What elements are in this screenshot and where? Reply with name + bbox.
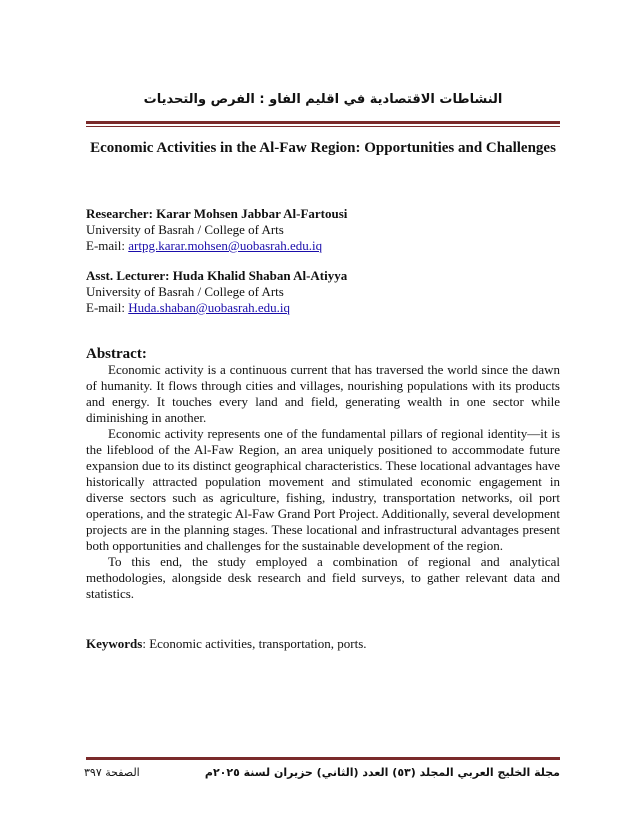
author-affiliation: University of Basrah / College of Arts xyxy=(86,222,284,237)
footer-rule xyxy=(86,757,560,760)
header-rule-thick xyxy=(86,121,560,124)
keywords-label: Keywords xyxy=(86,636,143,651)
author-email-link[interactable]: Huda.shaban@uobasrah.edu.iq xyxy=(128,300,291,315)
abstract-paragraph: Economic activity is a continuous current that has traversed the world since the dawn of humanity. It flows through cities and villages, nourishing populations with its products and energy. It touches every land and field, generating wealth in one sector while diminishing in another. xyxy=(86,362,560,425)
keywords-text: : Economic activities, transportation, ports. xyxy=(142,636,367,651)
author-email-line xyxy=(86,238,560,254)
keywords-line xyxy=(86,636,560,652)
author-block-2 xyxy=(86,268,560,316)
paper-title: Economic Activities in the Al-Faw Region: Opportunities and Challenges xyxy=(90,140,556,156)
abstract-body xyxy=(86,362,560,602)
author-block-1 xyxy=(86,206,560,254)
email-label: E-mail: xyxy=(86,238,129,253)
author-email-link[interactable]: artpg.karar.mohsen@uobasrah.edu.iq xyxy=(128,238,323,253)
author-name: Asst. Lecturer: Huda Khalid Shaban Al-Atiyya xyxy=(86,268,348,283)
header-rule-thin xyxy=(86,126,560,127)
author-name: Researcher: Karar Mohsen Jabbar Al-Fartousi xyxy=(86,206,348,221)
author-affiliation: University of Basrah / College of Arts xyxy=(86,284,284,299)
author-email-line xyxy=(86,300,560,316)
running-header-arabic: النشاطات الاقتصادية في اقليم الفاو : الفرص والتحديات xyxy=(143,92,503,107)
abstract-heading: Abstract: xyxy=(86,346,147,362)
abstract-paragraph: Economic activity represents one of the fundamental pillars of regional identity—it is the lifeblood of the Al-Faw Region, an area uniquely positioned to accommodate future expansion due to its distinct geographical characteristics. These locational advantages have historically attracted population movement and stimulated economic engagement in diverse sectors such as agriculture, fishing, industry, transportation networks, oil port operations, and the strategic Al-Faw Grand Port Project. Additionally, several development projects are in the planning stages. These locational and infrastructural advantages present both opportunities and challenges for the sustainable development of the region. xyxy=(86,426,560,553)
footer-page-number: الصفحة ٣٩٧ xyxy=(84,766,140,779)
footer-journal-info: مجلة الخليج العربي المجلد (٥٣) العدد (الثاني) حزيران لسنة ٢٠٢٥م xyxy=(204,766,560,779)
email-label: E-mail: xyxy=(86,300,129,315)
abstract-paragraph: To this end, the study employed a combination of regional and analytical methodologies, alongside desk research and field surveys, to gather relevant data and statistics. xyxy=(86,554,560,601)
